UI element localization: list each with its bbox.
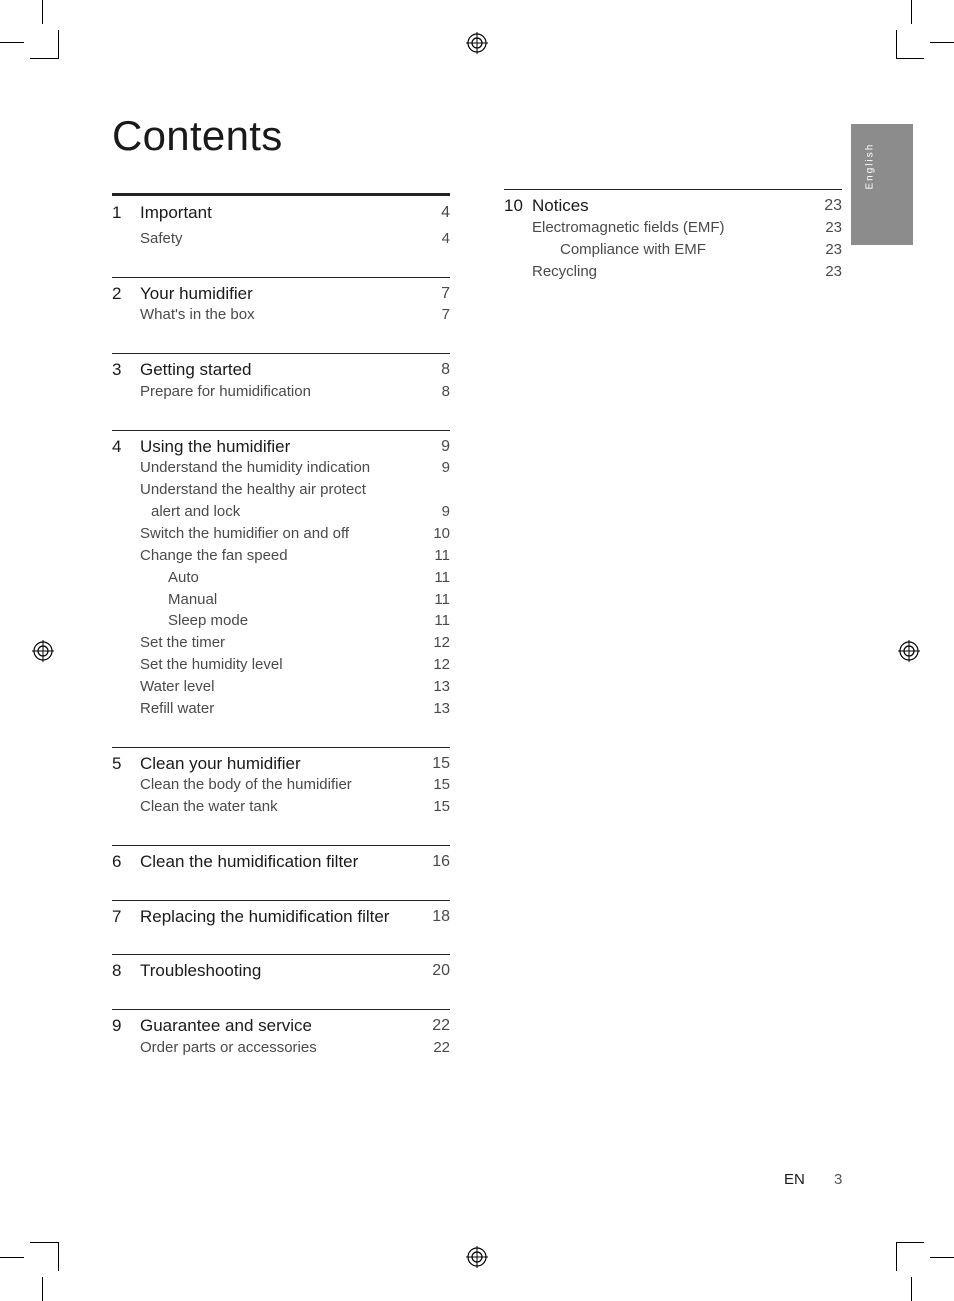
- toc-item[interactable]: Clean the body of the humidifier: [140, 776, 352, 793]
- language-tab: [851, 124, 913, 245]
- crop-mark: [896, 30, 897, 59]
- toc-item[interactable]: Safety: [140, 230, 183, 247]
- toc-item-page: 11: [434, 612, 450, 629]
- section-title[interactable]: Getting started: [140, 360, 252, 379]
- toc-item-page: 11: [434, 569, 450, 586]
- crop-mark: [930, 1257, 954, 1258]
- section-rule: [112, 430, 450, 431]
- registration-target-icon: [898, 640, 920, 662]
- section-title[interactable]: Guarantee and service: [140, 1016, 312, 1035]
- toc-item-page: 10: [433, 525, 450, 542]
- toc-item[interactable]: Set the humidity level: [140, 656, 283, 673]
- section-page: 8: [441, 361, 450, 378]
- section-title[interactable]: Using the humidifier: [140, 437, 291, 456]
- footer-page-number: 3: [834, 1171, 843, 1188]
- toc-item-page: 9: [441, 503, 450, 520]
- section-title[interactable]: Your humidifier: [140, 284, 253, 303]
- toc-item-page: 11: [434, 547, 450, 564]
- toc-item[interactable]: Switch the humidifier on and off: [140, 525, 350, 542]
- crop-mark: [896, 1242, 897, 1271]
- toc-item-page: 12: [433, 656, 450, 673]
- section-number: 4: [112, 437, 122, 456]
- toc-item[interactable]: Water level: [140, 678, 215, 695]
- section-rule: [112, 747, 450, 748]
- section-rule: [112, 954, 450, 955]
- section-rule: [112, 900, 450, 901]
- toc-item[interactable]: Clean the water tank: [140, 798, 278, 815]
- toc-item-page: 13: [433, 700, 450, 717]
- toc-item[interactable]: Electromagnetic fields (EMF): [532, 219, 725, 236]
- toc-item[interactable]: Order parts or accessories: [140, 1039, 317, 1056]
- toc-item[interactable]: Sleep mode: [168, 612, 249, 629]
- section-number: 6: [112, 852, 122, 871]
- registration-target-icon: [466, 1246, 488, 1268]
- crop-mark: [42, 0, 43, 24]
- toc-item[interactable]: Refill water: [140, 700, 215, 717]
- toc-item-page: 15: [433, 776, 450, 793]
- registration-target-icon: [32, 640, 54, 662]
- section-rule: [112, 277, 450, 278]
- section-page: 16: [432, 853, 450, 870]
- toc-item-page: 15: [433, 798, 450, 815]
- toc-item-page: 7: [441, 306, 450, 323]
- toc-item-page: 12: [433, 634, 450, 651]
- toc-item[interactable]: Set the timer: [140, 634, 226, 651]
- section-number: 1: [112, 203, 122, 222]
- toc-item[interactable]: Change the fan speed: [140, 547, 288, 564]
- section-title[interactable]: Notices: [532, 196, 589, 215]
- toc-item[interactable]: Manual: [168, 591, 218, 608]
- crop-mark: [30, 1242, 58, 1243]
- section-title[interactable]: Clean the humidification filter: [140, 852, 359, 871]
- toc-item-page: 23: [825, 263, 842, 280]
- section-number: 10: [504, 196, 523, 215]
- section-page: 18: [432, 908, 450, 925]
- section-page: 7: [441, 285, 450, 302]
- toc-item-page: 4: [441, 230, 450, 247]
- toc-item-page: 13: [433, 678, 450, 695]
- toc-item-page: 8: [441, 383, 450, 400]
- section-number: 5: [112, 754, 122, 773]
- toc-item[interactable]: Compliance with EMF: [560, 241, 706, 258]
- section-number: 8: [112, 961, 122, 980]
- section-title[interactable]: Clean your humidifier: [140, 754, 301, 773]
- section-page: 22: [432, 1017, 450, 1034]
- section-title[interactable]: Troubleshooting: [140, 961, 262, 980]
- toc-item-page: 9: [441, 459, 450, 476]
- section-page: 4: [441, 204, 450, 221]
- section-title[interactable]: Replacing the humidification filter: [140, 907, 390, 926]
- toc-item[interactable]: Prepare for humidification: [140, 383, 311, 400]
- crop-mark: [911, 1277, 912, 1301]
- crop-mark: [930, 42, 954, 43]
- toc-item-page: 23: [825, 241, 842, 258]
- section-page: 9: [441, 438, 450, 455]
- section-rule: [112, 845, 450, 846]
- section-rule: [112, 353, 450, 354]
- toc-item[interactable]: Understand the humidity indication: [140, 459, 371, 476]
- section-page: 20: [432, 962, 450, 979]
- crop-mark: [30, 58, 58, 59]
- section-rule: [112, 193, 450, 196]
- toc-item[interactable]: Understand the healthy air protect: [140, 481, 366, 498]
- toc-item-page: 11: [434, 591, 450, 608]
- toc-item[interactable]: What's in the box: [140, 306, 255, 323]
- section-rule: [112, 1009, 450, 1010]
- crop-mark: [58, 1242, 59, 1271]
- crop-mark: [42, 1277, 43, 1301]
- toc-item[interactable]: Auto: [168, 569, 199, 586]
- crop-mark: [911, 0, 912, 24]
- page-title: Contents: [112, 112, 283, 159]
- crop-mark: [896, 1242, 924, 1243]
- section-number: 3: [112, 360, 122, 379]
- toc-item[interactable]: alert and lock: [151, 503, 241, 520]
- footer-language: EN: [784, 1171, 805, 1188]
- section-rule: [504, 189, 842, 190]
- section-number: 7: [112, 907, 122, 926]
- crop-mark: [896, 58, 924, 59]
- section-number: 9: [112, 1016, 122, 1035]
- section-page: 23: [824, 197, 842, 214]
- section-title[interactable]: Important: [140, 203, 212, 222]
- crop-mark: [0, 42, 24, 43]
- toc-item-page: 23: [825, 219, 842, 236]
- section-number: 2: [112, 284, 122, 303]
- section-page: 15: [432, 755, 450, 772]
- toc-item-page: 22: [433, 1039, 450, 1056]
- crop-mark: [0, 1257, 24, 1258]
- registration-target-icon: [466, 32, 488, 54]
- crop-mark: [58, 30, 59, 59]
- toc-item[interactable]: Recycling: [532, 263, 598, 280]
